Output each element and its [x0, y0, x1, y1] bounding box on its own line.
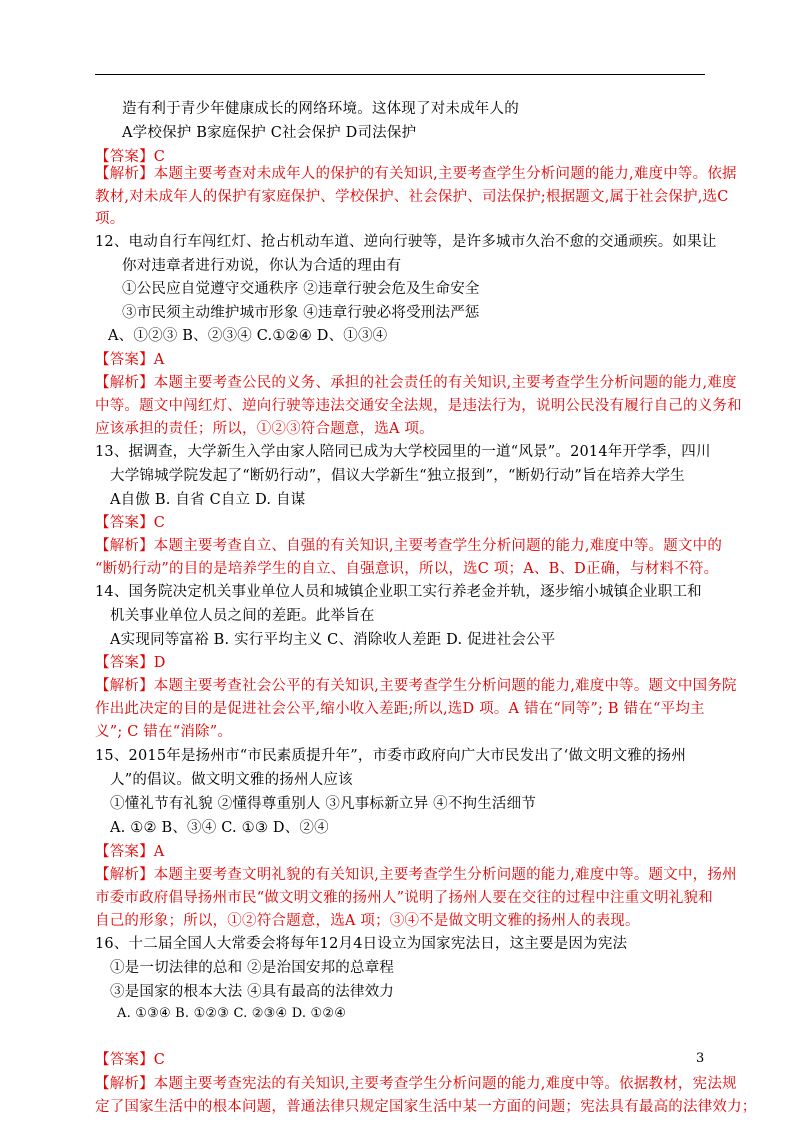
q15-statements: ①懂礼节有礼貌 ②懂得尊重别人 ③凡事标新立异 ④不拘生活细节 — [110, 796, 537, 812]
q15-analysis-line-2: 市委市政府倡导扬州市民“做文明文雅的扬州人”说明了扬州人要在交往的过程中注重文明礼貌和 — [95, 890, 713, 906]
q11-analysis-line-2: 教材,对未成年人的保护有家庭保护、学校保护、社会保护、司法保护;根据题文,属于社会保护,选C — [95, 189, 729, 205]
q12-options: A、①②③ B、②③④ C.①②④ D、①③④ — [108, 328, 388, 344]
q14-analysis-line-1: 【解析】本题主要考查社会公平的有关知识,主要考查学生分析问题的能力,难度中等。题文中国务院 — [95, 678, 737, 694]
q13-stem-line-1: 13、据调查，大学新生入学由家人陪同已成为大学校园里的一道“风景”。2014年开学季，四川 — [95, 444, 711, 460]
q13-analysis-line-1: 【解析】本题主要考查自立、自强的有关知识,主要考查学生分析问题的能力,难度中等。题文中的 — [95, 538, 723, 554]
q15-analysis-line-1: 【解析】本题主要考查文明礼貌的有关知识,主要考查学生分析问题的能力,难度中等。题文中，扬州 — [95, 867, 737, 883]
q16-statement-2: ③是国家的根本大法 ④具有最高的法律效力 — [110, 984, 395, 1000]
q13-stem-line-2: 大学锦城学院发起了“断奶行动”，倡议大学新生“独立报到”，“断奶行动”旨在培养大学生 — [110, 468, 685, 484]
q12-analysis-line-2: 中等。题文中闯红灯、逆向行驶等违法交通安全法规，是违法行为，说明公民没有履行自己的义务和 — [95, 398, 742, 414]
q14-analysis-line-3: 义”; C 错在“消除”。 — [95, 724, 233, 740]
q13-answer: 【答案】C — [95, 515, 166, 531]
q12-stem-line-2: 你对违章者进行劝说，你认为合适的理由有 — [122, 258, 402, 274]
q12-analysis-line-1: 【解析】本题主要考查公民的义务、承担的社会责任的有关知识,主要考查学生分析问题的能力,难度 — [95, 375, 737, 391]
q16-answer: 【答案】C — [95, 1052, 166, 1068]
q16-options: A. ①③④ B. ①②③ C. ②③④ D. ①②④ — [117, 1006, 347, 1021]
q15-stem-line-1: 15、2015年是扬州市“市民素质提升年”，市委市政府向广大市民发出了‘做文明文雅的扬州 — [95, 748, 687, 764]
q11-answer: 【答案】C — [95, 149, 166, 165]
q12-analysis-line-3: 应该承担的责任；所以，①②③符合题意，选A 项。 — [95, 421, 434, 437]
q15-stem-line-2: 人”的倡议。做文明文雅的扬州人应该 — [110, 772, 353, 788]
q15-analysis-line-3: 自己的形象；所以，①②符合题意，选A 项；③④不是做文明文雅的扬州人的表现。 — [95, 913, 640, 929]
q16-analysis-line-2: 定了国家生活中的根本问题，普通法律只规定国家生活中某一方面的问题；宪法具有最高的法律效力； — [95, 1099, 757, 1115]
q14-stem-line-1: 14、国务院决定机关事业单位人员和城镇企业职工实行养老金并轨，逐步缩小城镇企业职工和 — [95, 584, 702, 600]
q15-options: A. ①② B、③④ C. ①③ D、②④ — [110, 820, 329, 836]
q12-stem-line-1: 12、电动自行车闯红灯、抢占机动车道、逆向行驶等，是许多城市久治不愈的交通顽疾。如果让 — [95, 234, 717, 250]
q16-stem: 16、十二届全国人大常委会将每年12月4日设立为国家宪法日，这主要是因为宪法 — [95, 936, 628, 952]
q14-options: A实现同等富裕 B. 实行平均主义 C、消除收人差距 D. 促进社会公平 — [110, 632, 556, 648]
q12-answer: 【答案】A — [95, 352, 165, 368]
q14-stem-line-2: 机关事业单位人员之间的差距。此举旨在 — [110, 608, 375, 624]
header-rule — [95, 74, 705, 75]
q13-options: A自傲 B. 自省 C自立 D. 自谋 — [110, 492, 306, 508]
q11-analysis-line-3: 项。 — [95, 211, 125, 227]
q14-analysis-line-2: 作出此决定的目的是促进社会公平,缩小收入差距;所以,选D 项。A 错在“同等”; B 错在“平均主 — [95, 701, 705, 717]
q11-analysis-line-1: 【解析】本题主要考查对未成年人的保护的有关知识,主要考查学生分析问题的能力,难度中等。依据 — [95, 166, 737, 182]
q16-analysis-line-1: 【解析】本题主要考查宪法的有关知识,主要考查学生分析问题的能力,难度中等。依据教材，宪法规 — [95, 1076, 737, 1092]
q13-analysis-line-2: “断奶行动”的目的是培养学生的自立、自强意识，所以，选C 项；A、B、D正确，与材料不符。 — [95, 561, 719, 577]
q12-statement-2: ③市民须主动维护城市形象 ④违章行驶必将受刑法严惩 — [122, 305, 480, 321]
q14-answer: 【答案】D — [95, 655, 166, 671]
q15-answer: 【答案】A — [95, 844, 165, 860]
q11-stem-line: 造有利于青少年健康成长的网络环境。这体现了对未成年人的 — [122, 101, 519, 117]
q11-options: A学校保护 B家庭保护 C社会保护 D司法保护 — [122, 125, 417, 141]
page-number: 3 — [696, 1051, 705, 1066]
q16-statement-1: ①是一切法律的总和 ②是治国安邦的总章程 — [110, 960, 395, 976]
q12-statement-1: ①公民应自觉遵守交通秩序 ②违章行驶会危及生命安全 — [122, 281, 480, 297]
